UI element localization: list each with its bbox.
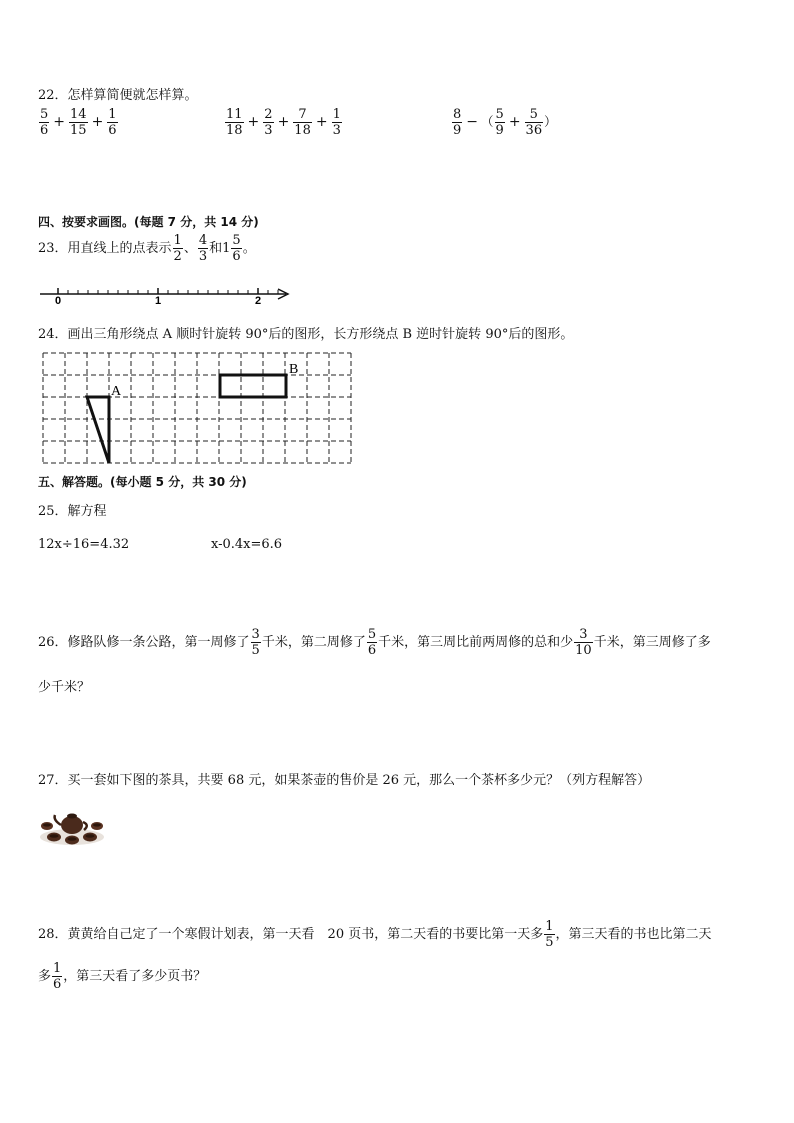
rectangle: [220, 375, 286, 397]
right-paren: ）: [544, 114, 557, 129]
q25-equation-2: x-0.4x=6.6: [211, 537, 283, 552]
q26-line-1: 26．修路队修一条公路，第一周修了 $\frac{3}{5}$ 千米，第二周修了 $\frac{5}{6}$ 千米，第三周比前两周修的总和少 $\frac{3}{10}$ 千米，第三周修了多: [38, 627, 711, 658]
triangle: [87, 397, 109, 463]
fraction: $\frac{3}{5}$: [251, 627, 260, 658]
number-line: [38, 284, 298, 308]
fraction: $\frac{5}{6}$: [367, 627, 377, 658]
fraction: $\frac{14}{15}$: [70, 107, 87, 138]
q24-prompt: 24．画出三角形绕点 A 顺时针旋转 90°后的图形，长方形绕点 B 逆时针旋转 90°后的图形。: [38, 327, 574, 342]
fraction: $\frac{1}{6}$: [53, 961, 62, 992]
q25-prompt: 25．解方程: [38, 504, 107, 519]
fraction: $\frac{8}{9}$: [453, 107, 462, 138]
q26-line-2: 少千米？: [38, 680, 91, 695]
q22-expression-3: $\frac{8}{9}$ − （ $\frac{5}{9}$ + $\frac{5}{36}$ ）: [453, 107, 557, 138]
number-line-label-1: 1: [154, 295, 162, 307]
q22-prompt: 22．怎样算简便就怎样算。: [38, 88, 198, 103]
fraction: $\frac{5}{6}$: [40, 107, 49, 138]
fraction: $\frac{5}{36}$: [525, 107, 543, 138]
left-paren: （: [481, 114, 494, 129]
fraction: $\frac{1}{3}$: [332, 107, 341, 138]
fraction: $\frac{5}{9}$: [495, 107, 504, 138]
number-line-label-0: 0: [54, 295, 62, 307]
mixed-number-whole: 1: [222, 241, 231, 256]
fraction: $\frac{1}{5}$: [545, 919, 554, 950]
fraction: $\frac{4}{3}$: [198, 233, 208, 264]
fraction: $\frac{1}{6}$: [108, 107, 117, 138]
q22-expression-2: $\frac{11}{18}$ + $\frac{2}{3}$ + $\frac{7}{18}$ + $\frac{1}{3}$: [226, 107, 341, 138]
fraction: $\frac{2}{3}$: [264, 107, 273, 138]
fraction: $\frac{1}{2}$: [173, 233, 182, 264]
rotation-grid: [38, 350, 358, 470]
q22-expression-1: $\frac{5}{6}$ + $\frac{14}{15}$ + $\frac{1}{6}$: [40, 107, 117, 138]
number-line-label-2: 2: [254, 295, 262, 307]
q27-prompt: 27．买一套如下图的茶具，共要 68 元，如果茶壶的售价是 26 元，那么一个茶杯多少元？（列方程解答）: [38, 773, 651, 788]
section-4-heading: 四、按要求画图。(每题 7 分，共 14 分): [38, 215, 259, 229]
q25-equation-1: 12x÷16=4.32: [38, 537, 130, 552]
q23-prompt: 23．用直线上的点表示 $\frac{1}{2}$ 、 $\frac{4}{3}$ 和1 $\frac{5}{6}$ 。: [38, 233, 256, 264]
point-a-label: A: [111, 384, 122, 399]
fraction: $\frac{11}{18}$: [226, 107, 243, 138]
section-5-heading: 五、解答题。(每小题 5 分，共 30 分): [38, 475, 247, 489]
fraction: $\frac{5}{6}$: [232, 233, 241, 264]
tea-set-image: [36, 805, 108, 847]
q28-line-2: 多 $\frac{1}{6}$ ，第三天看了多少页书？: [38, 961, 207, 992]
number-line-ticks: [58, 288, 278, 294]
fraction: $\frac{3}{10}$: [575, 627, 592, 658]
fraction: $\frac{7}{18}$: [294, 107, 311, 138]
point-b-label: B: [289, 362, 299, 377]
q28-line-1: 28．黄黄给自己定了一个寒假计划表，第一天看 20 页书，第二天看的书要比第一天多 $\frac{1}{5}$ ，第三天看的书也比第二天: [38, 919, 712, 950]
